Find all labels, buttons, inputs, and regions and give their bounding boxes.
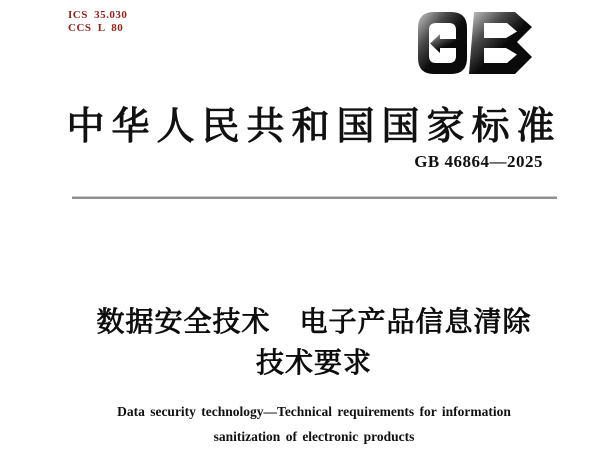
gb-emblem-logo [418,12,532,74]
standard-name: 中华人民共和国国家标准 [66,106,562,148]
title-english-line1: Data security technology—Technical requirements for information [117,404,511,419]
ccs-code: CCS L 80 [68,22,124,34]
title-chinese-line2: 技术要求 [255,346,372,379]
title-chinese-line1: 数据安全技术 电子产品信息清除 [96,305,532,338]
title-english [64,399,564,449]
classification-codes [68,9,127,35]
title-english-line2: sanitization of electronic products [213,429,415,444]
header-rule [72,196,557,199]
standard-code: GB 46864—2025 [414,152,543,171]
ics-code: ICS 35.030 [68,9,128,21]
title-chinese [64,301,564,383]
